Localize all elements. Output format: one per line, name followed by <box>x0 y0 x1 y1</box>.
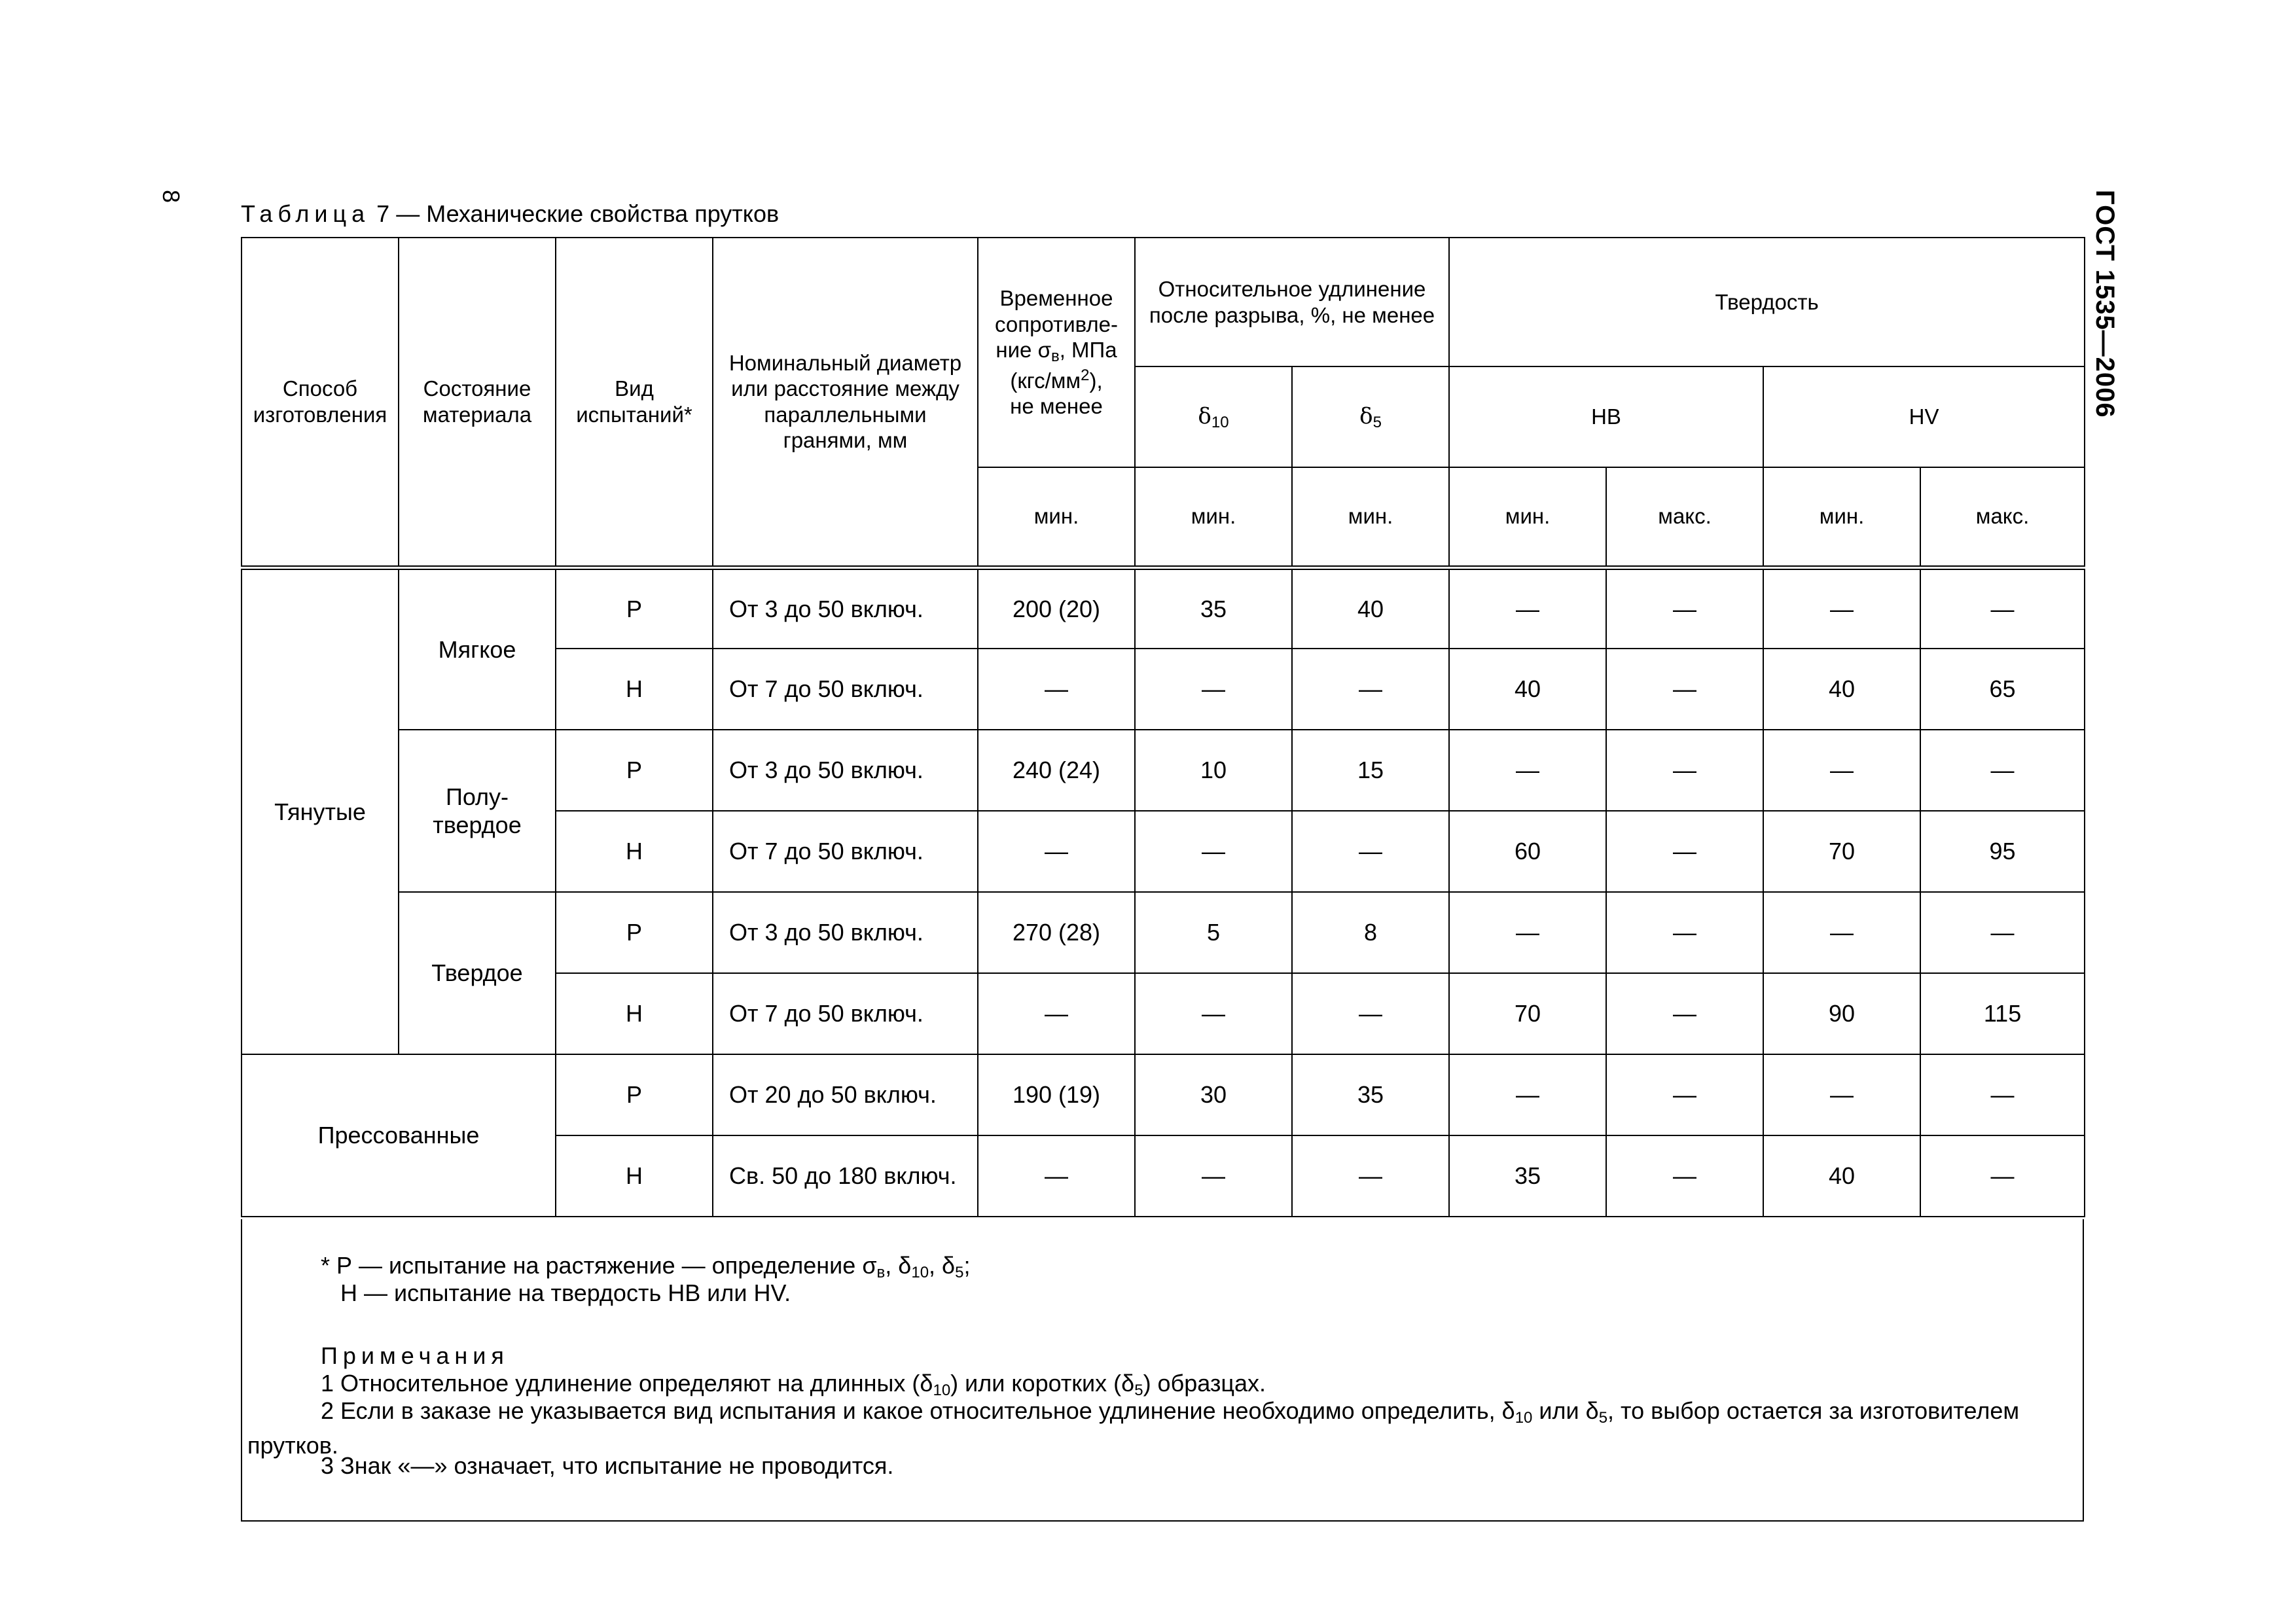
header-hv-min: мин. <box>1763 467 1920 567</box>
cell-hb-min: — <box>1449 1054 1606 1135</box>
cell-diameter: От 3 до 50 включ. <box>713 567 978 649</box>
footnote-tension: * Р — испытание на растяжение — определение $\sigma_в$, $\delta_{10}$, $\delta_5$; <box>321 1252 971 1281</box>
cell-test: Н <box>556 649 713 730</box>
cell-hb-min: 35 <box>1449 1135 1606 1217</box>
header-delta-5: $\delta_5$ <box>1292 366 1449 467</box>
cell-diameter: От 7 до 50 включ. <box>713 811 978 892</box>
cell-hb-max: — <box>1606 1135 1763 1217</box>
cell-d5: — <box>1292 649 1449 730</box>
cell-d10: — <box>1135 649 1292 730</box>
cell-d10: — <box>1135 1135 1292 1217</box>
cell-strength: 240 (24) <box>978 730 1135 811</box>
header-hv: HV <box>1763 366 2085 467</box>
cell-strength: 270 (28) <box>978 892 1135 973</box>
cell-diameter: От 7 до 50 включ. <box>713 649 978 730</box>
cell-test: Н <box>556 1135 713 1217</box>
header-strength: Временное сопротивле- ние $\sigma_в$, МПа $(кгс/мм^2)$, не менее <box>978 238 1135 467</box>
cell-strength: — <box>978 811 1135 892</box>
header-d5-min: мин. <box>1292 467 1449 567</box>
cell-d5: 15 <box>1292 730 1449 811</box>
cell-hb-min: — <box>1449 892 1606 973</box>
group-state-soft: Мягкое <box>399 567 556 730</box>
header-method: Способ изготовления <box>242 238 399 567</box>
cell-d10: — <box>1135 973 1292 1054</box>
header-hardness: Твердость <box>1449 238 2085 366</box>
cell-hv-max: — <box>1920 892 2085 973</box>
cell-d10: 5 <box>1135 892 1292 973</box>
cell-hv-min: — <box>1763 892 1920 973</box>
header-delta-10: $\delta_{10}$ <box>1135 366 1292 467</box>
cell-test: Р <box>556 1054 713 1135</box>
header-test: Вид испытаний* <box>556 238 713 567</box>
cell-hb-min: 70 <box>1449 973 1606 1054</box>
caption-title: — Механические свойства прутков <box>396 200 780 227</box>
table-row <box>242 567 2085 649</box>
cell-hv-min: 40 <box>1763 1135 1920 1217</box>
cell-hb-max: — <box>1606 730 1763 811</box>
cell-hv-min: 70 <box>1763 811 1920 892</box>
cell-d5: — <box>1292 811 1449 892</box>
header-row-1 <box>242 238 2085 366</box>
note-3: 3 Знак «—» означает, что испытание не проводится. <box>321 1452 894 1479</box>
cell-test: Р <box>556 567 713 649</box>
cell-hv-min: 40 <box>1763 649 1920 730</box>
cell-d10: — <box>1135 811 1292 892</box>
table-row <box>242 730 2085 811</box>
cell-hb-min: — <box>1449 730 1606 811</box>
cell-diameter: От 7 до 50 включ. <box>713 973 978 1054</box>
cell-hv-max: — <box>1920 567 2085 649</box>
cell-d5: — <box>1292 973 1449 1054</box>
cell-d5: 40 <box>1292 567 1449 649</box>
cell-d10: 30 <box>1135 1054 1292 1135</box>
table-row <box>242 892 2085 973</box>
caption-label: Таблица <box>241 200 370 227</box>
cell-diameter: От 3 до 50 включ. <box>713 892 978 973</box>
properties-table <box>241 237 2085 1217</box>
cell-hb-max: — <box>1606 811 1763 892</box>
cell-hb-min: 40 <box>1449 649 1606 730</box>
cell-d10: 10 <box>1135 730 1292 811</box>
page-number: 8 <box>158 190 185 204</box>
document-code: ГОСТ 1535—2006 <box>2090 190 2119 418</box>
cell-hv-max: — <box>1920 1054 2085 1135</box>
cell-strength: 190 (19) <box>978 1054 1135 1135</box>
cell-hv-min: — <box>1763 567 1920 649</box>
header-hv-max: макс. <box>1920 467 2085 567</box>
cell-strength: — <box>978 1135 1135 1217</box>
cell-d5: — <box>1292 1135 1449 1217</box>
header-hb-max: макс. <box>1606 467 1763 567</box>
cell-hv-min: — <box>1763 730 1920 811</box>
header-hb: НВ <box>1449 366 1763 467</box>
cell-hb-min: 60 <box>1449 811 1606 892</box>
cell-diameter: Св. 50 до 180 включ. <box>713 1135 978 1217</box>
cell-hb-max: — <box>1606 649 1763 730</box>
cell-hv-max: 65 <box>1920 649 2085 730</box>
header-hb-min: мин. <box>1449 467 1606 567</box>
cell-hv-max: — <box>1920 1135 2085 1217</box>
table-notes <box>241 1219 2084 1522</box>
cell-strength: — <box>978 973 1135 1054</box>
header-strength-min: мин. <box>978 467 1135 567</box>
cell-hv-max: — <box>1920 730 2085 811</box>
cell-test: Н <box>556 973 713 1054</box>
group-state-half-hard: Полу-твердое <box>399 730 556 892</box>
header-diameter: Номинальный диаметр или расстояние между параллельными гранями, мм <box>713 238 978 567</box>
note-2: 2 Если в заказе не указывается вид испытания и какое относительное удлинение необходимо определить, $\delta_{10}$ или $\delta_5$, то выбор остается за изготовителем прутков. <box>247 1397 2020 1459</box>
table-caption <box>241 200 779 228</box>
cell-hb-max: — <box>1606 1054 1763 1135</box>
cell-hb-min: — <box>1449 567 1606 649</box>
cell-strength: — <box>978 649 1135 730</box>
cell-hv-max: 115 <box>1920 973 2085 1054</box>
cell-d5: 8 <box>1292 892 1449 973</box>
cell-hv-min: 90 <box>1763 973 1920 1054</box>
group-method-drawn: Тянутые <box>242 567 399 1054</box>
header-state: Состояние материала <box>399 238 556 567</box>
cell-test: Р <box>556 730 713 811</box>
caption-number: 7 <box>376 200 390 227</box>
cell-diameter: От 3 до 50 включ. <box>713 730 978 811</box>
cell-hv-min: — <box>1763 1054 1920 1135</box>
group-state-hard: Твердое <box>399 892 556 1054</box>
notes-heading: Примечания <box>321 1342 509 1369</box>
cell-hb-max: — <box>1606 892 1763 973</box>
cell-diameter: От 20 до 50 включ. <box>713 1054 978 1135</box>
cell-d5: 35 <box>1292 1054 1449 1135</box>
note-1: 1 Относительное удлинение определяют на длинных $(\delta_{10})$ или коротких $(\delta_5)$ образцах. <box>321 1370 1266 1399</box>
header-elongation: Относительное удлинение после разрыва, %, не менее <box>1135 238 1449 366</box>
cell-d10: 35 <box>1135 567 1292 649</box>
group-method-pressed: Прессованные <box>242 1054 556 1217</box>
cell-hb-max: — <box>1606 973 1763 1054</box>
footnote-hardness: Н — испытание на твердость НВ или HV. <box>340 1279 791 1306</box>
cell-test: Н <box>556 811 713 892</box>
table-row <box>242 1054 2085 1135</box>
header-d10-min: мин. <box>1135 467 1292 567</box>
cell-strength: 200 (20) <box>978 567 1135 649</box>
cell-hb-max: — <box>1606 567 1763 649</box>
cell-test: Р <box>556 892 713 973</box>
cell-hv-max: 95 <box>1920 811 2085 892</box>
